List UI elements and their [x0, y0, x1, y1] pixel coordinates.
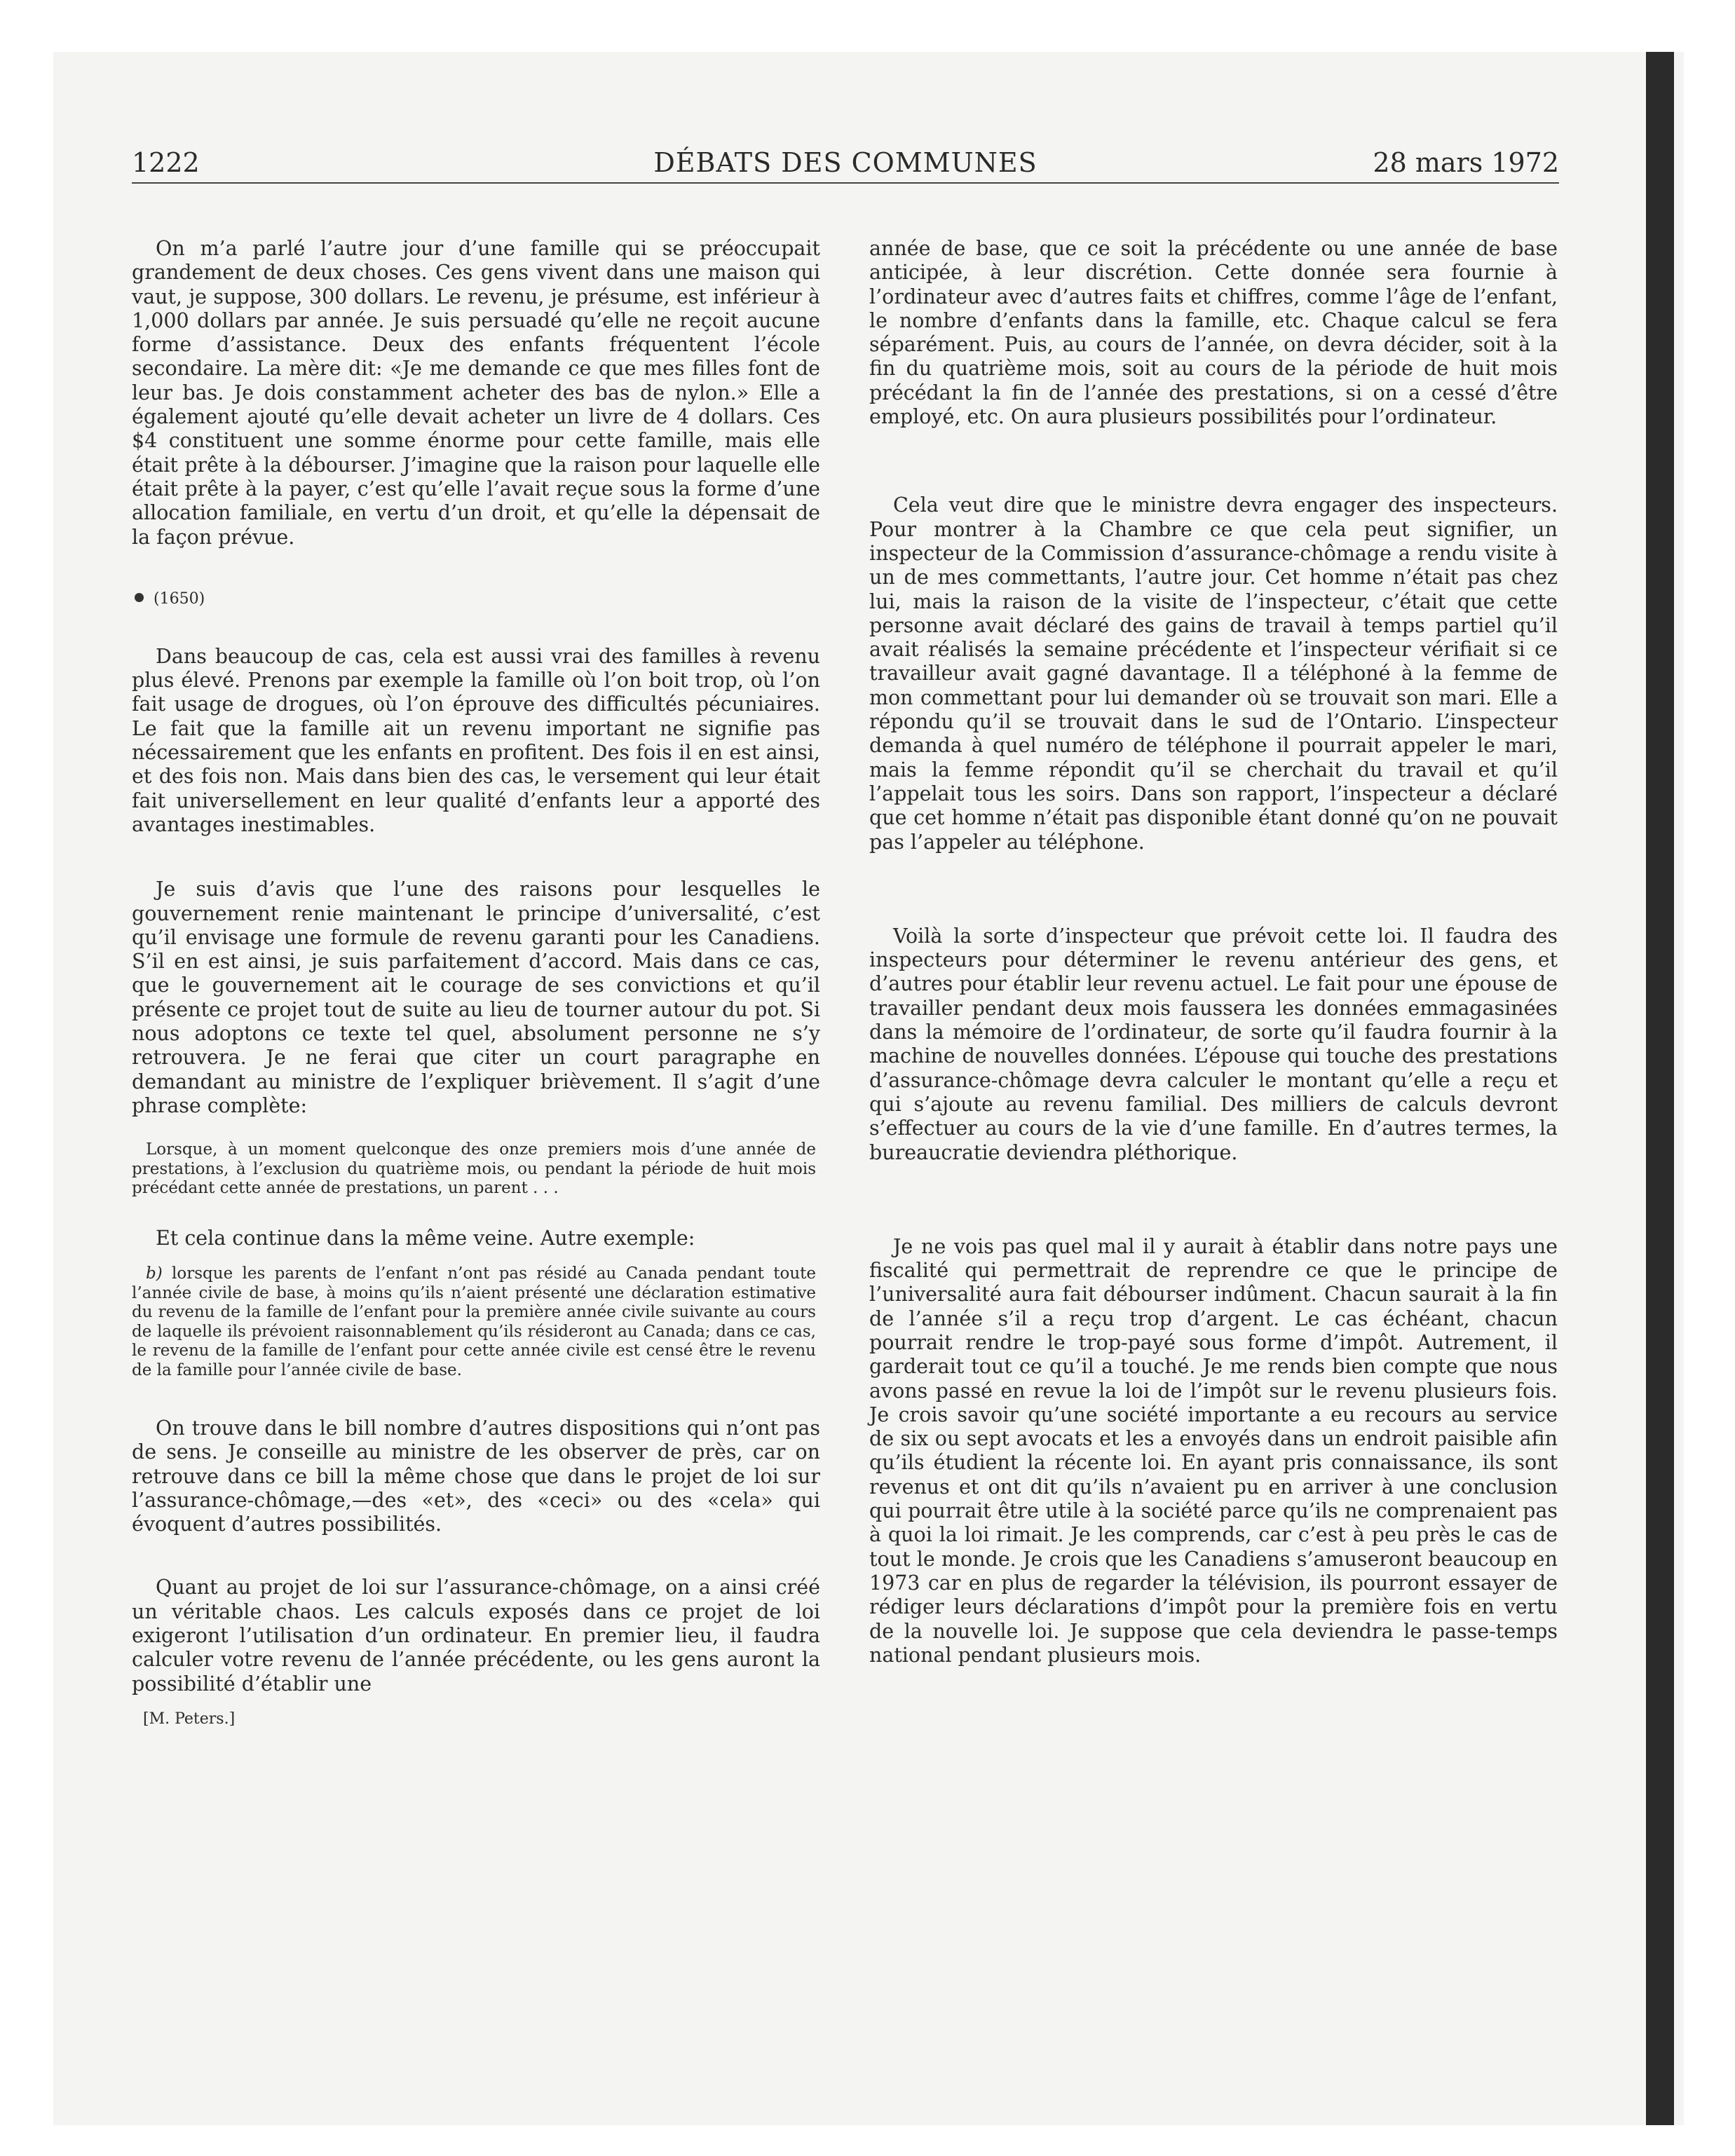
block-quote: Lorsque, à un moment quelconque des onze premiers mois d’une année de prestations, à l’exclusion du quatrième mois, ou pendant la période de huit mois précédant cette année de prestations, un parent . . . — [132, 1140, 816, 1198]
page-header — [132, 146, 1559, 184]
time-marker — [132, 589, 820, 610]
time-marker-label: (1650) — [154, 589, 205, 608]
paragraph: On m’a parlé l’autre jour d’une famille qui se préoccupait grandement de deux choses. Ces gens vivent dans une maison qui vaut, je suppose, 300 dollars. Le revenu, je présume, est inférieur à 1,000 dollars par année. Je suis persuadé qu’elle ne reçoit aucune forme d’assistance. Deux des enfants fréquentent l’école secondaire. La mère dit: «Je me demande ce que mes filles font de leur bas. Je dois constamment acheter des bas de nylon.» Elle a également ajouté qu’elle devait acheter un livre de 4 dollars. Ces $4 constituent une somme énorme pour cette famille, mais elle était prête à la débourser. J’imagine que la raison pour laquelle elle était prête à la payer, c’est qu’elle l’avait reçue sous la forme d’une allocation familiale, en vertu d’un droit, et qu’elle la dépensait de la façon prévue. — [132, 237, 820, 549]
page-date: 28 mars 1972 — [1373, 147, 1559, 178]
paragraph: Quant au projet de loi sur l’assurance-chômage, on a ainsi créé un véritable chaos. Les calculs exposés dans ce projet de loi exigeront l’utilisation d’un ordinateur. En premier lieu, il faudra calculer votre revenu de l’année précédente, ou les gens auront la possibilité d’établir une — [132, 1576, 820, 1696]
quote-text: lorsque les parents de l’enfant n’ont pas résidé au Canada pendant toute l’année civile de base, à moins qu’ils n’aient présenté une déclaration estimative du revenu de la famille de l’enfant pour la première année civile suivante au cours de laquelle ils prévoient raisonnablement qu’ils résideront au Canada; dans ce cas, le revenu de la famille de l’enfant pour cette année civile est censé être le revenu de la famille pour l’année civile de base. — [132, 1264, 816, 1379]
paragraph: Voilà la sorte d’inspecteur que prévoit cette loi. Il faudra des inspecteurs pour déterminer le revenu antérieur des gens, et d’autres pour établir leur revenu actuel. Le fait pour une épouse de travailler pendant deux mois faussera les données emmagasinées dans la mémoire de l’ordinateur, de sorte qu’il faudra fournir à la machine de nouvelles données. L’épouse qui touche des prestations d’assurance-chômage devra calculer le montant qu’elle a reçu et qui s’ajoute au revenu familial. Des milliers de calculs devront s’effectuer au cours de la vie d’une famille. En d’autres termes, la bureaucratie deviendra pléthorique. — [869, 924, 1558, 1164]
quote-item-label: b) — [146, 1264, 163, 1283]
scan-edge-shadow — [1646, 52, 1674, 2125]
paragraph: Dans beaucoup de cas, cela est aussi vrai des familles à revenu plus élevé. Prenons par exemple la famille où l’on boit trop, où l’on fait usage de drogues, où l’on éprouve des difficultés pécuniaires. Le fait que la famille ait un revenu important ne signifie pas nécessairement que les enfants en profitent. Des fois il en est ainsi, et des fois non. Mais dans bien des cas, le versement qui leur était fait universellement en leur qualité d’enfants leur a apporté des avantages inestimables. — [132, 644, 820, 836]
page-number: 1222 — [132, 147, 200, 178]
left-column — [132, 237, 820, 1730]
paragraph: On trouve dans le bill nombre d’autres dispositions qui n’ont pas de sens. Je conseille au ministre de les observer de près, car on retrouve dans ce bill la même chose que dans le projet de loi sur l’assurance-chômage,—des «et», des «ceci» ou des «cela» qui évoquent d’autres possibilités. — [132, 1417, 820, 1536]
bullet-icon — [135, 593, 144, 602]
paragraph: Cela veut dire que le ministre devra engager des inspecteurs. Pour montrer à la Chambre ce que cela peut signifier, un inspecteur de la Commission d’assurance-chômage a rendu visite à un de mes commettants, l’autre jour. Cet homme n’était pas chez lui, mais la raison de la visite de l’inspecteur, c’était que cette personne avait déclaré des gains de travail à temps partiel qu’il avait réalisés la semaine précédente et l’inspecteur vérifiait si ce travailleur avait gagné davantage. Il a téléphoné à la femme de mon commettant pour lui demander où se trouvait son mari. Elle a répondu qu’il se trouvait dans le sud de l’Ontario. L’inspecteur demanda à quel numéro de téléphone il pourrait appeler le mari, mais la femme répondit qu’il se cherchait du travail et qu’il l’appelait tous les soirs. Dans son rapport, l’inspecteur a déclaré que cet homme n’était pas disponible étant donné qu’on ne pouvait pas l’appeler au téléphone. — [869, 493, 1558, 854]
right-column — [869, 237, 1558, 1667]
paragraph: Je suis d’avis que l’une des raisons pour lesquelles le gouvernement renie maintenant le principe d’universalité, c’est qu’il envisage une formule de revenu garanti pour les Canadiens. S’il en est ainsi, je suis parfaitement d’accord. Mais dans ce cas, que le gouvernement ait le courage de ses convictions et qu’il présente ce projet tout de suite au lieu de tourner autour du pot. Si nous adoptons ce texte tel quel, absolument personne ne s’y retrouvera. Je ne ferai que citer un court paragraphe en demandant au ministre de l’expliquer brièvement. Il s’agit d’une phrase complète: — [132, 878, 820, 1117]
paragraph: Je ne vois pas quel mal il y aurait à établir dans notre pays une fiscalité qui permettrait de reprendre ce que le principe de l’universalité aura fait débourser indûment. Chacun saurait à la fin de l’année s’il a reçu trop d’argent. Le cas échéant, chacun pourrait rendre le trop-payé sous forme d’impôt. Autrement, il garderait tout ce qu’il a touché. Je me rends bien compte que nous avons passé en revue la loi de l’impôt sur le revenu plusieurs fois. Je crois savoir qu’une société importante a eu recours au service de six ou sept avocats et les a envoyés dans un endroit paisible afin qu’ils étudient la récente loi. En ayant pris connaissance, ils sont revenus et ont dit qu’ils n’avaient pu en arriver à une conclusion qui pourrait être utile à la société parce qu’ils ne comprenaient pas à quoi la loi rimait. Je les comprends, car c’est à peu près le cas de tout le monde. Je crois que les Canadiens s’amuseront beaucoup en 1973 car en plus de regarder la télévision, ils pourront essayer de rédiger leurs déclarations d’impôt pour la première fois en vertu de la nouvelle loi. Je suppose que cela deviendra le passe-temps national pendant plusieurs mois. — [869, 1234, 1558, 1667]
speaker-attribution: [M. Peters.] — [143, 1710, 236, 1728]
paragraph: année de base, que ce soit la précédente ou une année de base anticipée, à leur discrétion. Cette donnée sera fournie à l’ordinateur avec d’autres faits et chiffres, comme l’âge de l’enfant, le nombre d’enfants dans la famille, etc. Chaque calcul se fera séparément. Puis, au cours de l’année, on devra décider, soit à la fin du quatrième mois, soit au cours de la période de huit mois précédant la fin de l’année des prestations, si on a cessé d’être employé, etc. On aura plusieurs possibilités pour l’ordinateur. — [869, 237, 1558, 429]
block-quote — [132, 1264, 816, 1380]
publication-title: DÉBATS DES COMMUNES — [653, 147, 1037, 178]
paragraph: Et cela continue dans la même veine. Autre exemple: — [156, 1226, 695, 1250]
